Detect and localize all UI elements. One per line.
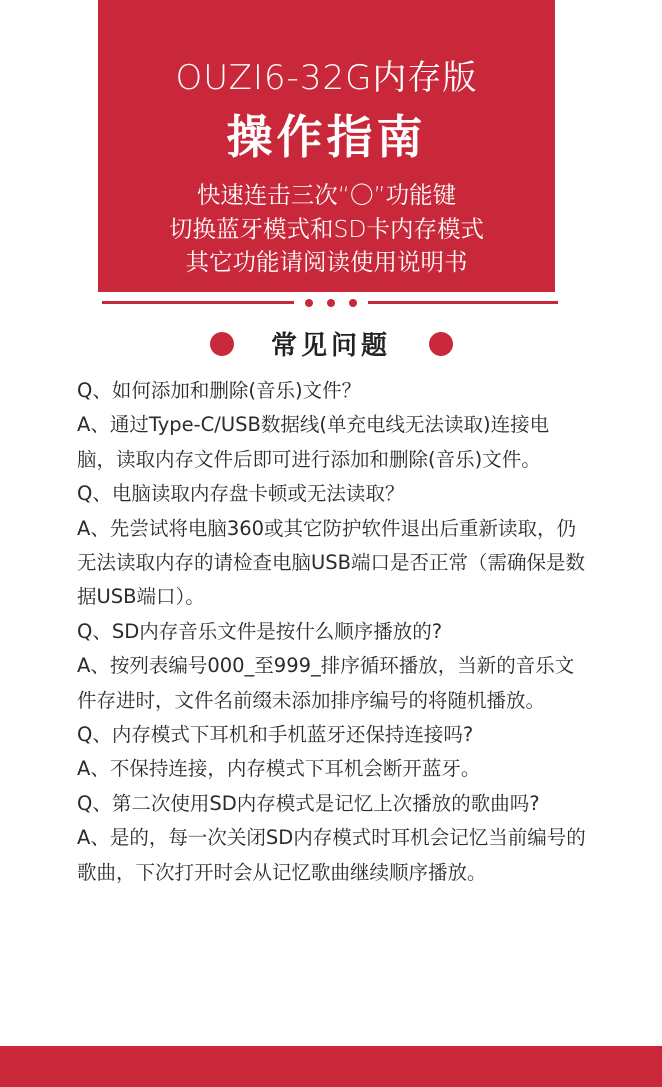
- faq-answer: A、按列表编号000_至999_排序循环播放，当新的音乐文件存进时，文件名前缀未添加排序编号的将随机播放。: [77, 654, 575, 712]
- model-name: OUZI6-32G内存版: [175, 58, 478, 98]
- divider-line-left: [102, 301, 294, 304]
- faq-answer: A、先尝试将电脑360或其它防护软件退出后重新读取，仍无法读取内存的请检查电脑USB端口是否正常（需确保是数据USB端口）。: [77, 516, 586, 609]
- faq-question: Q、电脑读取内存盘卡顿或无法读取？: [77, 482, 405, 506]
- faq-question: Q、如何添加和删除(音乐)文件？: [77, 379, 362, 402]
- divider-dot: [349, 299, 357, 307]
- footer-band: [0, 1046, 662, 1087]
- header-banner: [98, 0, 555, 292]
- instruction-line-3: 其它功能请阅读使用说明书: [185, 248, 468, 276]
- faq-question: Q、内存模式下耳机和手机蓝牙还保持连接吗?: [77, 723, 474, 747]
- divider-dot: [327, 299, 335, 307]
- instruction-line-2: 切换蓝牙模式和SD卡内存模式: [168, 215, 484, 243]
- faq-question: Q、SD内存音乐文件是按什么顺序播放的?: [77, 619, 443, 643]
- heading-bullet-right: [429, 332, 453, 356]
- faq-answer: A、通过Type-C/USB数据线(单充电线无法读取)连接电脑，读取内存文件后即可进行添加和删除(音乐)文件。: [77, 413, 550, 471]
- faq-list: [77, 374, 587, 890]
- divider-line-right: [368, 301, 558, 304]
- faq-answer: A、是的，每一次关闭SD内存模式时耳机会记忆当前编号的歌曲，下次打开时会从记忆歌曲继续顺序播放。: [77, 826, 586, 884]
- guide-title: 操作指南: [226, 110, 427, 164]
- faq-title: 常见问题: [270, 331, 391, 361]
- faq-answer: A、不保持连接，内存模式下耳机会断开蓝牙。: [77, 757, 481, 781]
- faq-question: Q、第二次使用SD内存模式是记忆上次播放的歌曲吗?: [77, 791, 540, 815]
- divider-dot: [305, 299, 313, 307]
- instruction-line-1: 快速连击三次“〇”功能键: [196, 181, 457, 209]
